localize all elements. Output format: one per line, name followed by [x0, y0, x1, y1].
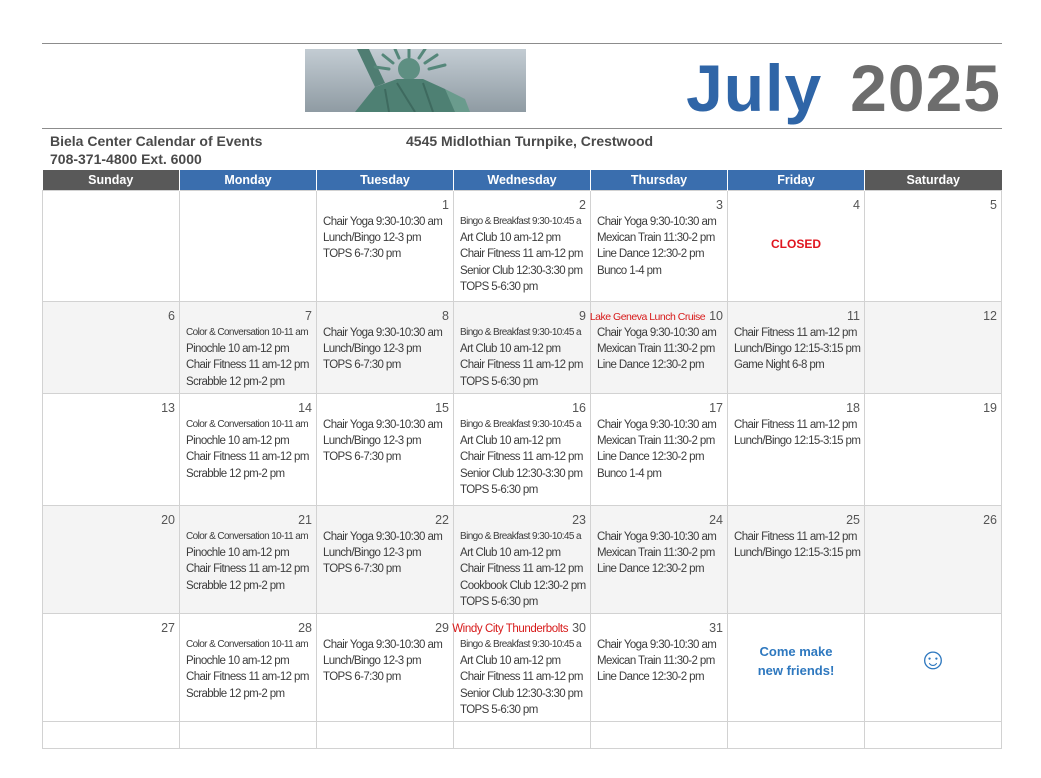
day-number: 1 — [442, 197, 449, 212]
day-number: 26 — [983, 512, 997, 527]
event-item: Art Club 10 am-12 pm — [460, 231, 561, 244]
event-item: Chair Yoga 9:30-10:30 am — [323, 418, 443, 431]
day-header — [180, 191, 316, 213]
event-item: Chair Fitness 11 am-12 pm — [460, 248, 583, 261]
event-list — [317, 324, 453, 374]
day-cell — [728, 190, 865, 301]
month-label: July — [686, 51, 823, 125]
event-item: Chair Yoga 9:30-10:30 am — [323, 530, 443, 543]
event-item: Chair Fitness 11 am-12 pm — [734, 530, 857, 543]
event-item: Bingo & Breakfast 9:30-10:45 a — [460, 638, 581, 650]
event-item: TOPS 5-6:30 pm — [460, 281, 538, 294]
day-number: 19 — [983, 400, 997, 415]
event-item: Art Club 10 am-12 pm — [460, 654, 561, 667]
header-divider — [42, 128, 1002, 129]
event-list — [317, 213, 453, 263]
day-cell — [591, 393, 728, 505]
day-number: 25 — [846, 512, 860, 527]
week-row — [43, 505, 1002, 613]
week-row — [43, 190, 1002, 301]
event-item: Chair Fitness 11 am-12 pm — [460, 563, 583, 576]
day-header — [454, 191, 590, 213]
day-number: 10 — [709, 308, 723, 323]
day-header — [591, 506, 727, 528]
day-cell — [728, 301, 865, 393]
closed-notice: CLOSED — [770, 236, 821, 251]
day-cell — [43, 613, 180, 721]
day-number: 11 — [847, 308, 860, 323]
event-item: Pinochle 10 am-12 pm — [186, 342, 290, 355]
day-header — [454, 506, 590, 528]
day-header — [865, 614, 1001, 636]
day-cell — [728, 721, 865, 748]
day-number: 16 — [572, 400, 586, 415]
event-item: TOPS 5-6:30 pm — [460, 484, 538, 497]
day-number: 21 — [298, 512, 312, 527]
day-header — [454, 302, 590, 324]
day-number: 8 — [442, 308, 449, 323]
event-item: Mexican Train 11:30-2 pm — [597, 231, 715, 244]
day-cell — [728, 505, 865, 613]
event-item: Mexican Train 11:30-2 pm — [597, 546, 715, 559]
day-cell — [180, 721, 317, 748]
event-item: Lunch/Bingo 12-3 pm — [323, 654, 421, 667]
event-item: Bingo & Breakfast 9:30-10:45 a — [460, 215, 581, 227]
event-item: Bingo & Breakfast 9:30-10:45 a — [460, 326, 581, 338]
day-header — [317, 614, 453, 636]
day-number: 22 — [435, 512, 449, 527]
day-number: 13 — [161, 400, 175, 415]
year-label: 2025 — [850, 51, 1001, 125]
event-item: Lunch/Bingo 12:15-3:15 pm — [734, 342, 861, 355]
day-number: 3 — [716, 197, 723, 212]
day-cell — [454, 393, 591, 505]
day-cell — [317, 301, 454, 393]
event-item: Chair Yoga 9:30-10:30 am — [597, 638, 717, 651]
day-cell — [317, 613, 454, 721]
day-cell — [454, 613, 591, 721]
day-cell — [43, 505, 180, 613]
event-item: Game Night 6-8 pm — [734, 359, 825, 372]
event-item: TOPS 6-7:30 pm — [323, 563, 401, 576]
day-header — [317, 394, 453, 416]
event-item: Cookbook Club 12:30-2 pm — [460, 579, 586, 592]
event-item: Chair Fitness 11 am-12 pm — [186, 563, 309, 576]
event-list — [728, 416, 864, 450]
event-item: TOPS 6-7:30 pm — [323, 451, 401, 464]
day-cell — [317, 393, 454, 505]
event-list — [591, 324, 727, 374]
day-header — [591, 614, 727, 636]
day-cell — [728, 393, 865, 505]
day-number: 12 — [983, 308, 997, 323]
event-item: Lunch/Bingo 12:15-3:15 pm — [734, 434, 861, 447]
event-item: Chair Fitness 11 am-12 pm — [186, 671, 309, 684]
event-item: Chair Fitness 11 am-12 pm — [460, 451, 583, 464]
weekday-header: Sunday — [43, 170, 180, 190]
day-header — [180, 394, 316, 416]
event-item: Pinochle 10 am-12 pm — [186, 654, 290, 667]
day-cell — [180, 505, 317, 613]
event-item: Chair Yoga 9:30-10:30 am — [597, 326, 717, 339]
week-row — [43, 393, 1002, 505]
event-list — [728, 324, 864, 374]
weekday-header: Saturday — [865, 170, 1002, 190]
day-header — [43, 506, 179, 528]
day-number: 28 — [298, 620, 312, 635]
day-header — [591, 394, 727, 416]
event-item: Chair Yoga 9:30-10:30 am — [323, 326, 443, 339]
statue-of-liberty-image — [305, 49, 526, 112]
event-item: Line Dance 12:30-2 pm — [597, 359, 704, 372]
friends-message — [728, 642, 864, 680]
day-number: 6 — [168, 308, 175, 323]
day-cell — [180, 393, 317, 505]
event-item: TOPS 5-6:30 pm — [460, 704, 538, 717]
event-list — [454, 213, 590, 296]
event-list — [180, 324, 316, 391]
day-number: 7 — [305, 308, 312, 323]
day-cell — [591, 613, 728, 721]
day-number: 14 — [298, 400, 312, 415]
day-header — [180, 302, 316, 324]
event-item: Lunch/Bingo 12-3 pm — [323, 434, 421, 447]
event-item: Color & Conversation 10-11 am — [186, 638, 308, 650]
day-header — [43, 302, 179, 324]
event-item: Senior Club 12:30-3:30 pm — [460, 467, 583, 480]
event-item: TOPS 6-7:30 pm — [323, 248, 401, 261]
day-cell — [43, 393, 180, 505]
phone-number: 708-371-4800 Ext. 6000 — [50, 151, 202, 167]
weekday-header: Thursday — [591, 170, 728, 190]
event-item: Line Dance 12:30-2 pm — [597, 248, 704, 261]
day-number: 20 — [161, 512, 175, 527]
event-list — [591, 636, 727, 686]
event-item: Mexican Train 11:30-2 pm — [597, 434, 715, 447]
day-header — [865, 394, 1001, 416]
day-header — [180, 506, 316, 528]
event-item: Art Club 10 am-12 pm — [460, 342, 561, 355]
day-number: 24 — [709, 512, 723, 527]
event-list — [454, 636, 590, 719]
day-cell — [865, 505, 1002, 613]
day-header — [317, 191, 453, 213]
event-item: Scrabble 12 pm-2 pm — [186, 375, 285, 388]
day-header — [43, 614, 179, 636]
day-header — [454, 614, 590, 636]
day-cell — [454, 505, 591, 613]
day-cell — [454, 190, 591, 301]
event-item: Chair Fitness 11 am-12 pm — [186, 451, 309, 464]
event-item: Chair Fitness 11 am-12 pm — [734, 418, 857, 431]
event-item: Scrabble 12 pm-2 pm — [186, 467, 285, 480]
day-cell — [865, 301, 1002, 393]
day-cell — [591, 190, 728, 301]
special-event: Windy City Thunderbolts — [452, 622, 569, 635]
event-item: Pinochle 10 am-12 pm — [186, 434, 290, 447]
day-header — [728, 394, 864, 416]
day-cell — [591, 505, 728, 613]
day-header — [454, 394, 590, 416]
weekday-header-row — [43, 170, 1002, 190]
event-item: Chair Yoga 9:30-10:30 am — [323, 215, 443, 228]
day-number: 2 — [579, 197, 586, 212]
event-list — [454, 528, 590, 611]
day-cell — [317, 190, 454, 301]
event-list — [180, 416, 316, 483]
day-cell — [180, 301, 317, 393]
event-item: Chair Fitness 11 am-12 pm — [460, 671, 583, 684]
day-header — [865, 191, 1001, 213]
event-item: Scrabble 12 pm-2 pm — [186, 687, 285, 700]
month-year-title — [686, 52, 1001, 124]
day-cell — [865, 721, 1002, 748]
event-list — [728, 528, 864, 562]
day-cell — [865, 190, 1002, 301]
event-list — [317, 528, 453, 578]
day-cell — [180, 190, 317, 301]
day-number: 31 — [709, 620, 723, 635]
event-list — [454, 416, 590, 499]
event-item: Chair Fitness 11 am-12 pm — [460, 359, 583, 372]
day-cell — [43, 721, 180, 748]
weekday-header: Wednesday — [454, 170, 591, 190]
day-cell — [454, 721, 591, 748]
day-header — [728, 191, 864, 213]
event-list — [180, 528, 316, 595]
event-item: TOPS 5-6:30 pm — [460, 596, 538, 609]
week-row — [43, 721, 1002, 748]
address: 4545 Midlothian Turnpike, Crestwood — [406, 133, 654, 149]
day-number: 15 — [435, 400, 449, 415]
friends-message-line: Come make — [759, 643, 833, 659]
event-item: Scrabble 12 pm-2 pm — [186, 579, 285, 592]
day-number: 18 — [846, 400, 860, 415]
day-cell — [43, 190, 180, 301]
week-row — [43, 613, 1002, 721]
day-cell — [865, 613, 1002, 721]
event-item: Line Dance 12:30-2 pm — [597, 451, 704, 464]
day-header — [865, 506, 1001, 528]
day-cell — [591, 301, 728, 393]
event-item: Lunch/Bingo 12:15-3:15 pm — [734, 546, 861, 559]
calendar-grid — [42, 170, 1002, 749]
day-number: 5 — [990, 197, 997, 212]
day-header — [43, 191, 179, 213]
day-cell — [317, 505, 454, 613]
event-item: Lunch/Bingo 12-3 pm — [323, 546, 421, 559]
day-number: 30 — [572, 620, 586, 635]
day-cell — [591, 721, 728, 748]
day-number: 9 — [579, 308, 586, 323]
event-list — [454, 324, 590, 391]
day-cell — [454, 301, 591, 393]
day-number: 4 — [853, 197, 860, 212]
event-list — [317, 416, 453, 466]
event-list — [180, 636, 316, 703]
weekday-header: Monday — [180, 170, 317, 190]
day-header — [180, 614, 316, 636]
day-header — [317, 302, 453, 324]
event-item: Bunco 1-4 pm — [597, 467, 662, 480]
weekday-header: Tuesday — [317, 170, 454, 190]
day-number: 29 — [435, 620, 449, 635]
event-list — [591, 416, 727, 483]
event-item: Color & Conversation 10-11 am — [186, 326, 308, 338]
event-item: TOPS 6-7:30 pm — [323, 359, 401, 372]
event-item: Pinochle 10 am-12 pm — [186, 546, 290, 559]
event-item: Mexican Train 11:30-2 pm — [597, 654, 715, 667]
event-item: Chair Yoga 9:30-10:30 am — [323, 638, 443, 651]
event-item: Chair Fitness 11 am-12 pm — [734, 326, 857, 339]
event-list — [591, 213, 727, 280]
day-header — [591, 191, 727, 213]
day-cell — [865, 393, 1002, 505]
day-header — [865, 302, 1001, 324]
event-item: Color & Conversation 10-11 am — [186, 530, 308, 542]
day-header — [591, 302, 727, 324]
smiley-face-icon: ☺ — [917, 642, 949, 676]
event-item: Senior Club 12:30-3:30 pm — [460, 264, 583, 277]
event-item: Line Dance 12:30-2 pm — [597, 671, 704, 684]
day-cell — [43, 301, 180, 393]
special-event: Lake Geneva Lunch Cruise — [589, 310, 706, 323]
top-divider — [42, 43, 1002, 44]
event-item: Art Club 10 am-12 pm — [460, 434, 561, 447]
event-item: Bunco 1-4 pm — [597, 264, 662, 277]
event-item: Chair Yoga 9:30-10:30 am — [597, 215, 717, 228]
event-item: Bingo & Breakfast 9:30-10:45 a — [460, 530, 581, 542]
day-header — [43, 394, 179, 416]
event-item: Chair Yoga 9:30-10:30 am — [597, 418, 717, 431]
day-cell — [317, 721, 454, 748]
event-list — [591, 528, 727, 578]
event-item: TOPS 6-7:30 pm — [323, 671, 401, 684]
weekday-header: Friday — [728, 170, 865, 190]
event-item: TOPS 5-6:30 pm — [460, 375, 538, 388]
event-item: Senior Club 12:30-3:30 pm — [460, 687, 583, 700]
day-number: 17 — [709, 400, 723, 415]
day-cell — [728, 613, 865, 721]
org-name: Biela Center Calendar of Events — [50, 133, 263, 149]
event-item: Line Dance 12:30-2 pm — [597, 563, 704, 576]
event-item: Chair Fitness 11 am-12 pm — [186, 359, 309, 372]
friends-message-line: new friends! — [757, 662, 835, 678]
day-cell — [180, 613, 317, 721]
week-row — [43, 301, 1002, 393]
day-header — [317, 506, 453, 528]
event-item: Lunch/Bingo 12-3 pm — [323, 342, 421, 355]
day-header — [728, 614, 864, 636]
event-item: Art Club 10 am-12 pm — [460, 546, 561, 559]
day-number: 23 — [572, 512, 586, 527]
day-header — [728, 506, 864, 528]
day-header — [728, 302, 864, 324]
event-item: Lunch/Bingo 12-3 pm — [323, 231, 421, 244]
event-item: Chair Yoga 9:30-10:30 am — [597, 530, 717, 543]
day-number: 27 — [161, 620, 175, 635]
event-item: Color & Conversation 10-11 am — [186, 418, 308, 430]
event-item: Mexican Train 11:30-2 pm — [597, 342, 715, 355]
event-item: Bingo & Breakfast 9:30-10:45 a — [460, 418, 581, 430]
event-list — [317, 636, 453, 686]
